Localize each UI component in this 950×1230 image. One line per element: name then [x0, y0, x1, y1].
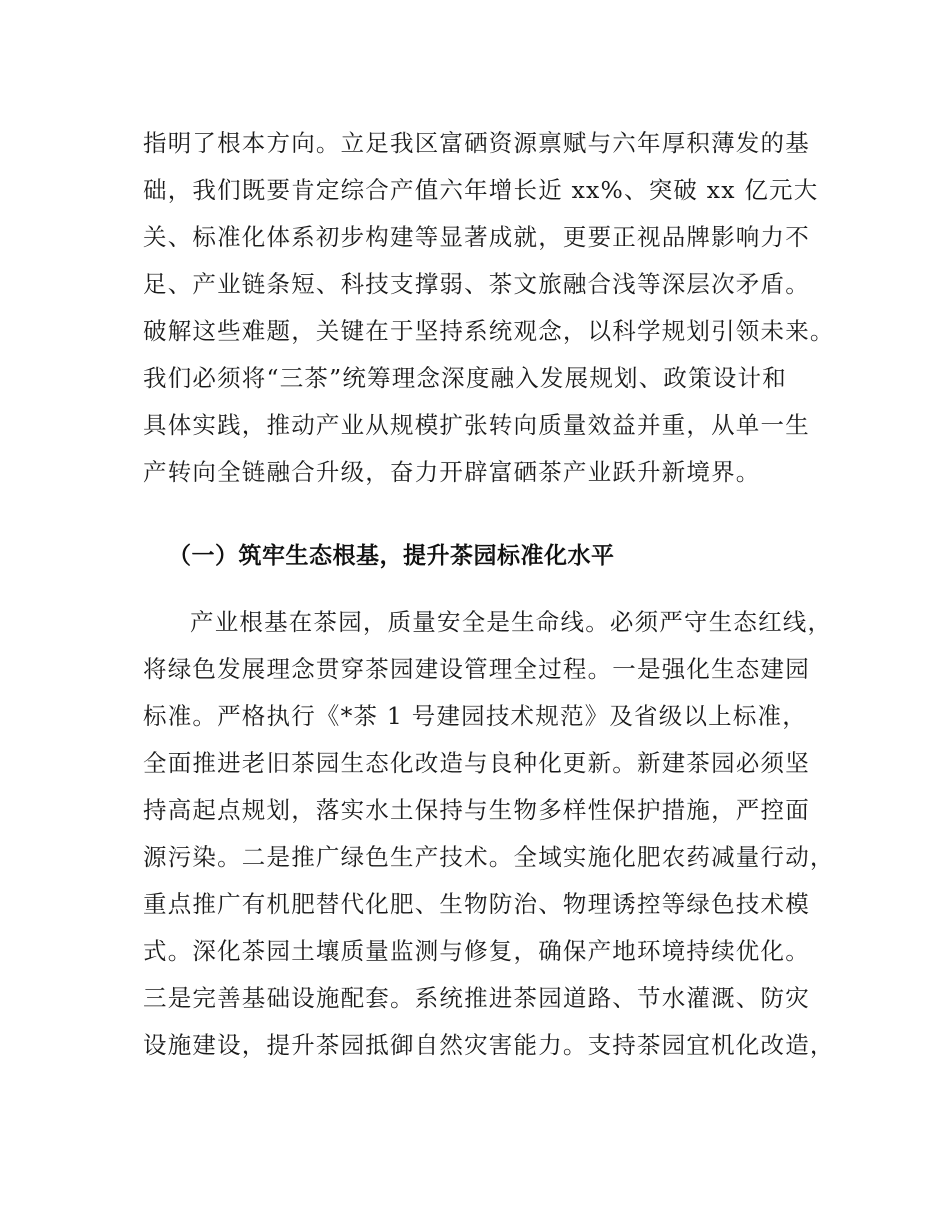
text-line: 标准。严格执行《*茶 1 号建园技术规范》及省级以上标准， — [143, 702, 807, 730]
text-line: 三是完善基础设施配套。系统推进茶园道路、节水灌溉、防灾 — [143, 984, 810, 1012]
text-line: 础，我们既要肯定综合产值六年增长近 xx%、突破 xx 亿元大 — [143, 176, 819, 204]
text-line: 产转向全链融合升级，奋力开辟富硒茶产业跃升新境界。 — [143, 458, 761, 486]
text-line: 重点推广有机肥替代化肥、生物防治、物理诱控等绿色技术模 — [143, 890, 810, 918]
text-line: 指明了根本方向。立足我区富硒资源禀赋与六年厚积薄发的基 — [143, 129, 810, 157]
text-line: 全面推进老旧茶园生态化改造与良种化更新。新建茶园必须坚 — [143, 749, 810, 777]
text-line: 破解这些难题，关键在于坚持系统观念，以科学规划引领未来。 — [143, 317, 835, 345]
text-line: 设施建设，提升茶园抵御自然灾害能力。支持茶园宜机化改造， — [143, 1031, 835, 1059]
text-line: 产业根基在茶园，质量安全是生命线。必须严守生态红线， — [190, 608, 833, 636]
text-line: 持高起点规划，落实水土保持与生物多样性保护措施，严控面 — [143, 796, 810, 824]
text-line: 具体实践，推动产业从规模扩张转向质量效益并重，从单一生 — [143, 411, 810, 439]
section-heading: （一）筑牢生态根基，提升茶园标准化水平 — [168, 543, 615, 569]
text-line: 我们必须将“三茶”统筹理念深度融入发展规划、政策设计和 — [143, 364, 787, 392]
text-line: 关、标准化体系初步构建等显著成就，更要正视品牌影响力不 — [143, 223, 810, 251]
text-line: 将绿色发展理念贯穿茶园建设管理全过程。一是强化生态建园 — [143, 655, 810, 683]
text-line: 源污染。二是推广绿色生产技术。全域实施化肥农药减量行动， — [143, 843, 835, 871]
text-line: 足、产业链条短、科技支撑弱、茶文旅融合浅等深层次矛盾。 — [143, 270, 810, 298]
text-line: 式。深化茶园土壤质量监测与修复，确保产地环境持续优化。 — [143, 937, 810, 965]
